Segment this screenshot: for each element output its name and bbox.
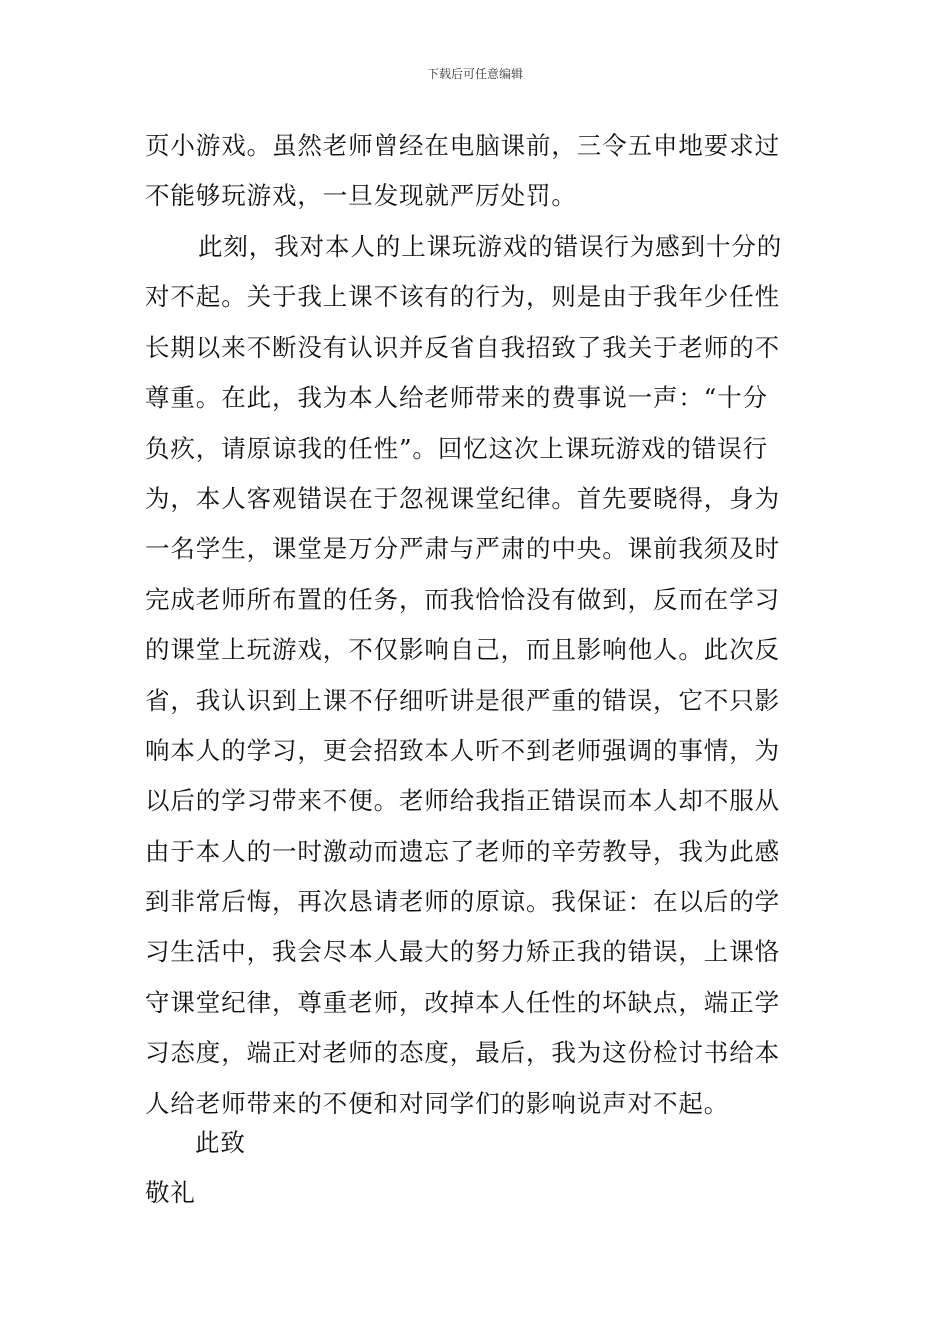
text-line: 一名学生，课堂是万分严肃与严肃的中央。课前我须及时 [145,534,780,564]
text-line: 到非常后悔，再次恳请老师的原谅。我保证：在以后的学 [145,887,780,917]
text-line: 人给老师带来的不便和对同学们的影响说声对不起。 [145,1088,730,1118]
text-line: 守课堂纪律，尊重老师，改掉本人任性的坏缺点，端正学 [145,987,780,1017]
text-line: 对不起。关于我上课不该有的行为，则是由于我年少任性 [145,282,780,312]
text-line: 由于本人的一时激动而遗忘了老师的辛劳教导，我为此感 [145,836,780,866]
paragraph-1 [145,121,810,222]
text-line: 的课堂上玩游戏，不仅影响自己，而且影响他人。此次反 [145,635,780,665]
text-line: 不能够玩游戏，一旦发现就严厉处罚。 [145,181,577,211]
text-line: 负疚，请原谅我的任性”。回忆这次上课玩游戏的错误行 [145,433,769,463]
text-line: 完成老师所布置的任务，而我恰恰没有做到，反而在学习 [145,584,780,614]
text-line: 习生活中，我会尽本人最大的努力矫正我的错误，上课恪 [145,937,780,967]
closing-ci-zhi: 此致 [195,1128,246,1157]
text-line: 长期以来不断没有认识并反省自我招致了我关于老师的不 [145,332,780,362]
text-line: 此刻，我对本人的上课玩游戏的错误行为感到十分的 [198,232,783,261]
text-line: 页小游戏。虽然老师曾经在电脑课前，三令五申地要求过 [145,131,780,160]
text-line: 响本人的学习，更会招致本人听不到老师强调的事情，为 [145,735,780,765]
header-note: 下载后可任意编辑 [426,67,523,81]
text-line: 为，本人客观错误在于忽视课堂纪律。首先要晓得，身为 [145,483,780,513]
closing-jing-li: 敬礼 [145,1178,196,1208]
text-line: 习态度，端正对老师的态度，最后，我为这份检讨书给本 [145,1038,780,1068]
closing [145,1118,810,1219]
text-line: 省，我认识到上课不仔细听讲是很严重的错误，它不只影 [145,685,780,715]
paragraph-2 [145,222,810,1129]
text-line: 以后的学习带来不便。老师给我指正错误而本人却不服从 [145,786,780,816]
text-line: 尊重。在此，我为本人给老师带来的费事说一声：“十分 [145,383,769,413]
